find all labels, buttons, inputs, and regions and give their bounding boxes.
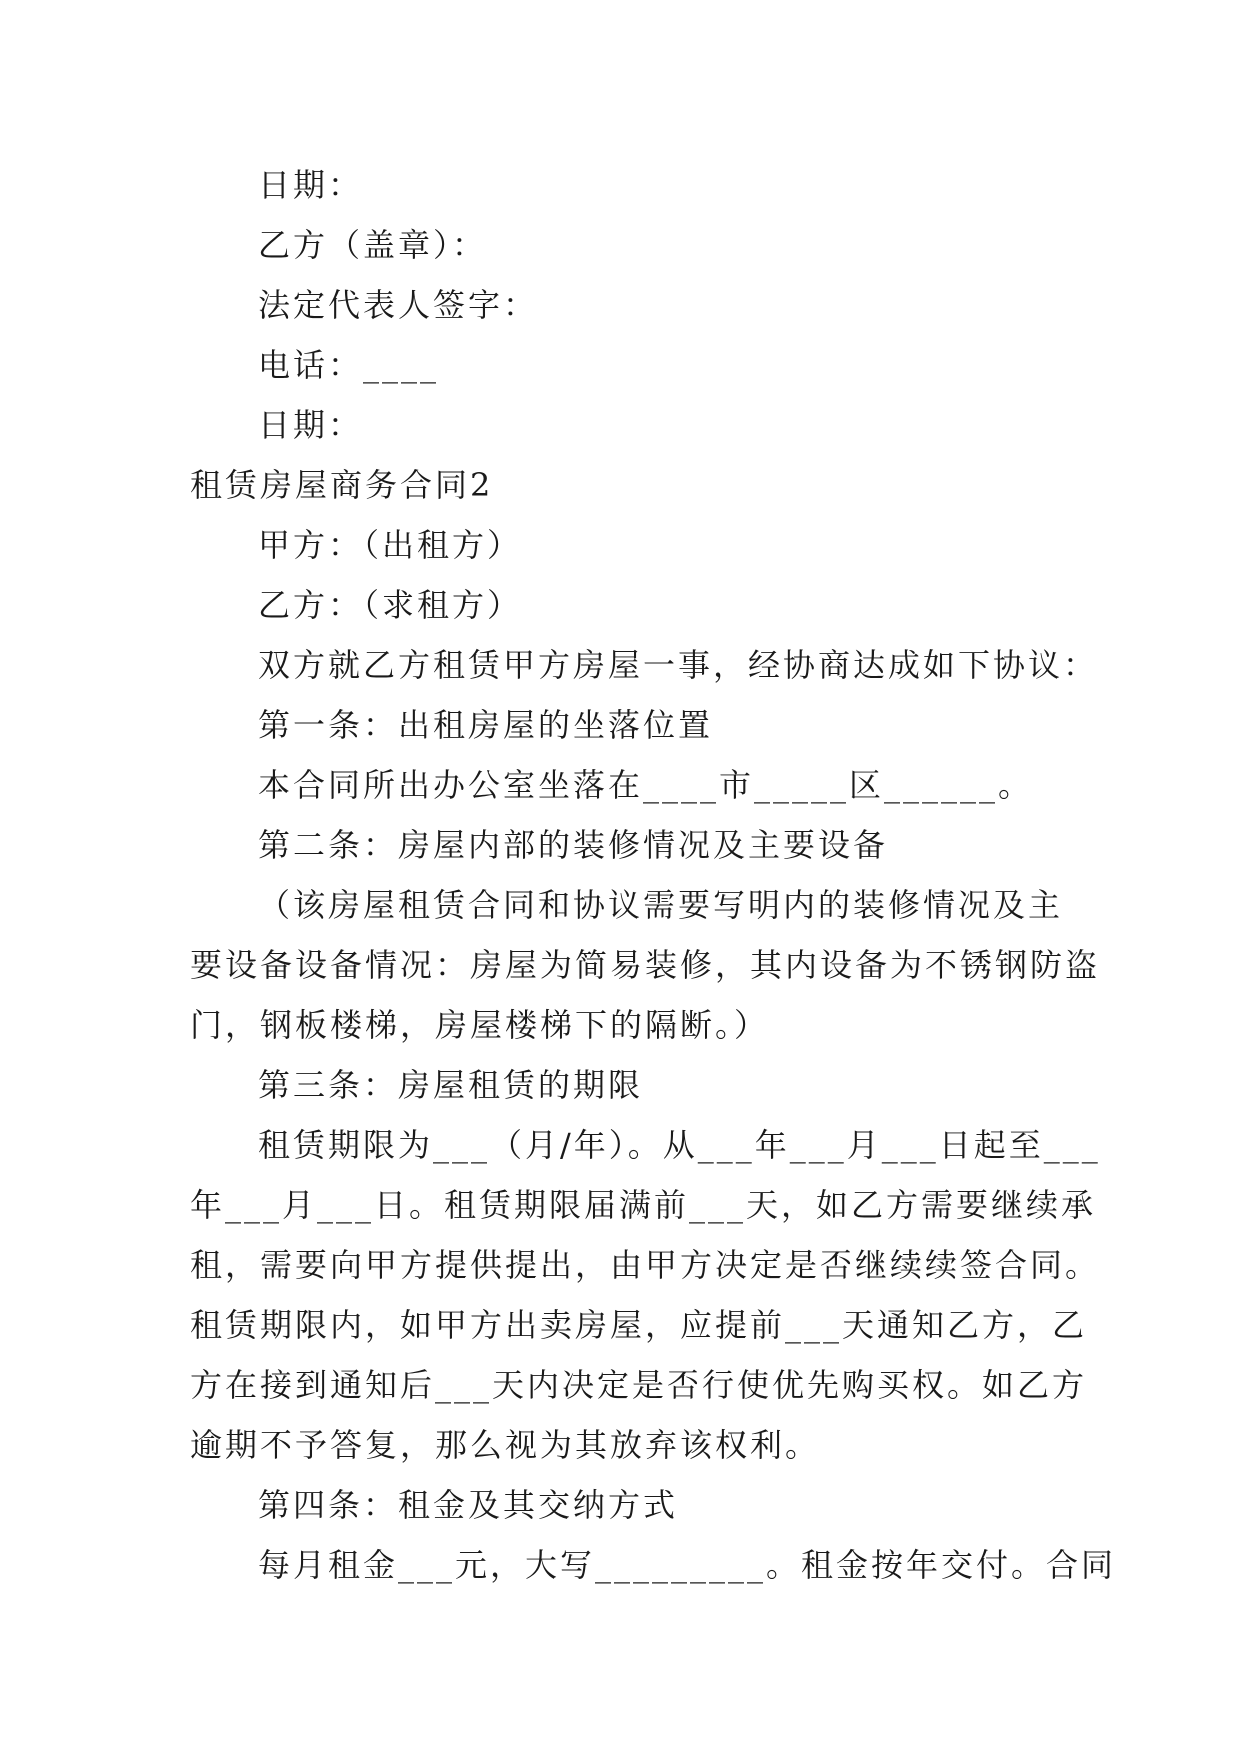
article-3-text-line: 租赁期限为___（月/年）。从___年___月___日起至___ xyxy=(258,1126,1101,1164)
party-b-label: 乙方：（求租方） xyxy=(258,586,523,624)
intro-paragraph: 双方就乙方租赁甲方房屋一事，经协商达成如下协议： xyxy=(258,646,1099,684)
article-4-title: 第四条：租金及其交纳方式 xyxy=(258,1486,679,1524)
article-2-text-line: （该房屋租赁合同和协议需要写明内的装修情况及主 xyxy=(258,886,1064,924)
article-1-title: 第一条：出租房屋的坐落位置 xyxy=(258,706,714,744)
party-a-label: 甲方：（出租方） xyxy=(258,526,523,564)
phone-label: 电话：____ xyxy=(258,346,440,384)
article-2-text-line: 门，钢板楼梯，房屋楼梯下的隔断。） xyxy=(190,1006,770,1044)
article-3-text-line: 租赁期限内，如甲方出卖房屋，应提前___天通知乙方，乙 xyxy=(190,1306,1088,1344)
party-b-seal-label: 乙方（盖章）： xyxy=(258,226,488,264)
article-3-text-line: 年___月___日。租赁期限届满前___天，如乙方需要继续承 xyxy=(190,1186,1097,1224)
article-2-title: 第二条：房屋内部的装修情况及主要设备 xyxy=(258,826,889,864)
article-1-text: 本合同所出办公室坐落在____市_____区______。 xyxy=(258,766,1034,804)
article-2-text-line: 要设备设备情况：房屋为简易装修，其内设备为不锈钢防盗 xyxy=(190,946,1101,984)
article-4-text-line: 每月租金___元，大写_________。租金按年交付。合同 xyxy=(258,1546,1117,1584)
signature-date-label: 日期： xyxy=(258,406,364,444)
signature-date-label: 日期： xyxy=(258,166,364,204)
article-3-text-line: 逾期不予答复，那么视为其放弃该权利。 xyxy=(190,1426,821,1464)
article-3-title: 第三条：房屋租赁的期限 xyxy=(258,1066,644,1104)
contract-title: 租赁房屋商务合同2 xyxy=(190,466,494,504)
article-3-text-line: 方在接到通知后___天内决定是否行使优先购买权。如乙方 xyxy=(190,1366,1088,1404)
legal-representative-signature-label: 法定代表人签字： xyxy=(258,286,539,324)
article-3-text-line: 租，需要向甲方提供提出，由甲方决定是否继续续签合同。 xyxy=(190,1246,1101,1284)
